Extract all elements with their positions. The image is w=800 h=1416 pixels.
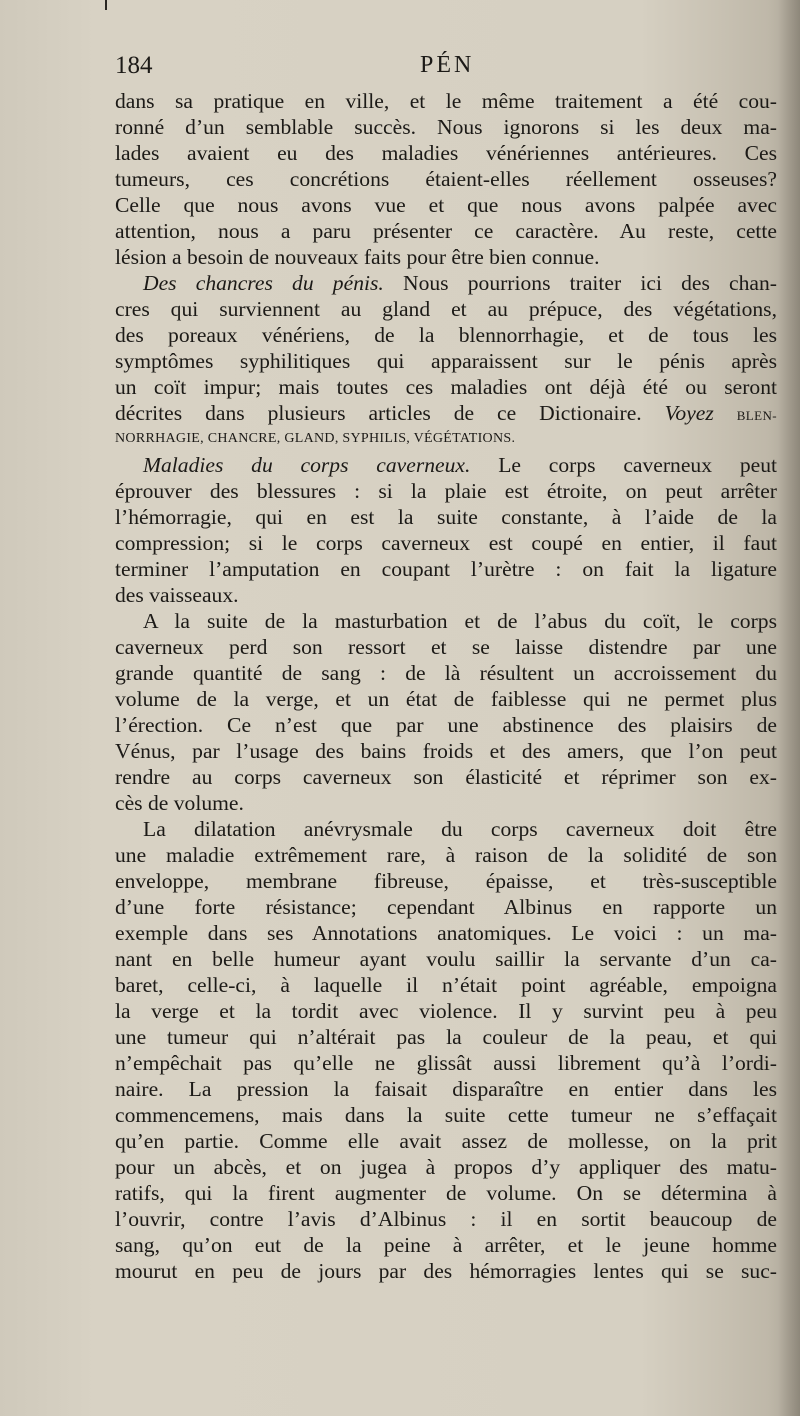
- text-line: pour un abcès, et on jugea à propos d’y appliquer des matu-: [115, 1155, 777, 1179]
- text-line: enveloppe, membrane fibreuse, épaisse, et très-susceptible: [115, 869, 777, 893]
- text-line: ratifs, qui la firent augmenter de volume. On se détermina à: [115, 1181, 777, 1205]
- page-header: [115, 52, 775, 84]
- body-text: [115, 88, 777, 1284]
- text-line: lades avaient eu des maladies vénériennes antérieures. Ces: [115, 141, 777, 165]
- text-line: ronné d’un semblable succès. Nous ignorons si les deux ma-: [115, 115, 777, 139]
- text-line: cès de volume.: [115, 791, 244, 815]
- text-line: éprouver des blessures : si la plaie est étroite, on peut arrêter: [115, 479, 777, 503]
- text-line: A la suite de la masturbation et de l’abus du coït, le corps: [143, 609, 777, 633]
- text-line: caverneux perd son ressort et se laisse distendre par une: [115, 635, 777, 659]
- text-line: tumeurs, ces concrétions étaient-elles réellement osseuses?: [115, 167, 777, 191]
- text-line: commencemens, mais dans la suite cette tumeur ne s’effaçait: [115, 1103, 777, 1127]
- page-number: 184: [115, 52, 153, 79]
- text-line: nant en belle humeur ayant voulu saillir la servante d’un ca-: [115, 947, 777, 971]
- text-line: l’érection. Ce n’est que par une abstinence des plaisirs de: [115, 713, 777, 737]
- text-line: attention, nous a paru présenter ce caractère. Au reste, cette: [115, 219, 777, 243]
- text-line: Celle que nous avons vue et que nous avons palpée avec: [115, 193, 777, 217]
- text-line: mourut en peu de jours par des hémorragies lentes qui se suc-: [115, 1259, 777, 1283]
- text-line: La dilatation anévrysmale du corps caverneux doit être: [143, 817, 777, 841]
- text-line: Vénus, par l’usage des bains froids et des amers, que l’on peut: [115, 739, 777, 763]
- text-line: d’une forte résistance; cependant Albinus en rapporte un: [115, 895, 777, 919]
- section-heading-caverneux: Maladies du corps caverneux.: [143, 453, 471, 477]
- text-fragment: décrites dans plusieurs articles de ce Dictionaire.: [115, 401, 642, 425]
- cross-reference-list: NORRHAGIE, CHANCRE, GLAND, SYPHILIS, VÉGÉTATIONS.: [115, 431, 516, 446]
- text-line: une maladie extrêmement rare, à raison de la solidité de son: [115, 843, 777, 867]
- text-line: dans sa pratique en ville, et le même traitement a été cou-: [115, 89, 777, 113]
- text-line: lésion a besoin de nouveaux faits pour être bien connue.: [115, 245, 600, 269]
- text-line-crossref: [115, 400, 777, 426]
- text-line: grande quantité de sang : de là résultent un accroissement du: [115, 661, 777, 685]
- text-line: exemple dans ses Annotations anatomiques. Le voici : un ma-: [115, 921, 777, 945]
- text-line: une tumeur qui n’altérait pas la couleur de la peau, et qui: [115, 1025, 777, 1049]
- text-line: des vaisseaux.: [115, 583, 239, 607]
- text-line: l’hémorragie, qui en est la suite constante, à l’aide de la: [115, 505, 777, 529]
- text-line: naire. La pression la faisait disparaître en entier dans les: [115, 1077, 777, 1101]
- text-line: qu’en partie. Comme elle avait assez de mollesse, on la prit: [115, 1129, 777, 1153]
- text-line: l’ouvrir, contre l’avis d’Albinus : il en sortit beaucoup de: [115, 1207, 777, 1231]
- text-line: volume de la verge, et un état de faiblesse qui ne permet plus: [115, 687, 777, 711]
- text-line: cres qui surviennent au gland et au prépuce, des végétations,: [115, 297, 777, 321]
- text-line: baret, celle-ci, à laquelle il n’était point agréable, empoigna: [115, 973, 777, 997]
- text-fragment: Nous pourrions traiter ici des chan-: [402, 271, 778, 295]
- text-line: compression; si le corps caverneux est coupé en entier, il faut: [115, 531, 777, 555]
- cross-reference: BLEN-: [736, 408, 778, 423]
- page-mark: [105, 0, 107, 10]
- text-line-heading: [115, 270, 777, 296]
- text-line: sang, qu’on eut de la peine à arrêter, et le jeune homme: [115, 1233, 777, 1257]
- voyez-label: Voyez: [664, 401, 714, 425]
- running-head: PÉN: [420, 52, 475, 78]
- text-line-heading: [115, 452, 777, 478]
- text-line: symptômes syphilitiques qui apparaissent sur le pénis après: [115, 349, 777, 373]
- text-line: terminer l’amputation en coupant l’urètre : on fait la ligature: [115, 557, 777, 581]
- text-line: un coït impur; mais toutes ces maladies ont déjà été ou seront: [115, 375, 777, 399]
- page-edge-shadow: [778, 0, 800, 1416]
- section-heading-chancres: Des chancres du pénis.: [143, 271, 384, 295]
- text-line: des poreaux vénériens, de la blennorrhagie, et de tous les: [115, 323, 777, 347]
- text-fragment: Le corps caverneux peut: [498, 453, 777, 477]
- text-line: la verge et la tordit avec violence. Il y survint peu à peu: [115, 999, 777, 1023]
- text-line: n’empêchait pas qu’elle ne glissât aussi librement qu’à l’ordi-: [115, 1051, 777, 1075]
- text-line: rendre au corps caverneux son élasticité et réprimer son ex-: [115, 765, 777, 789]
